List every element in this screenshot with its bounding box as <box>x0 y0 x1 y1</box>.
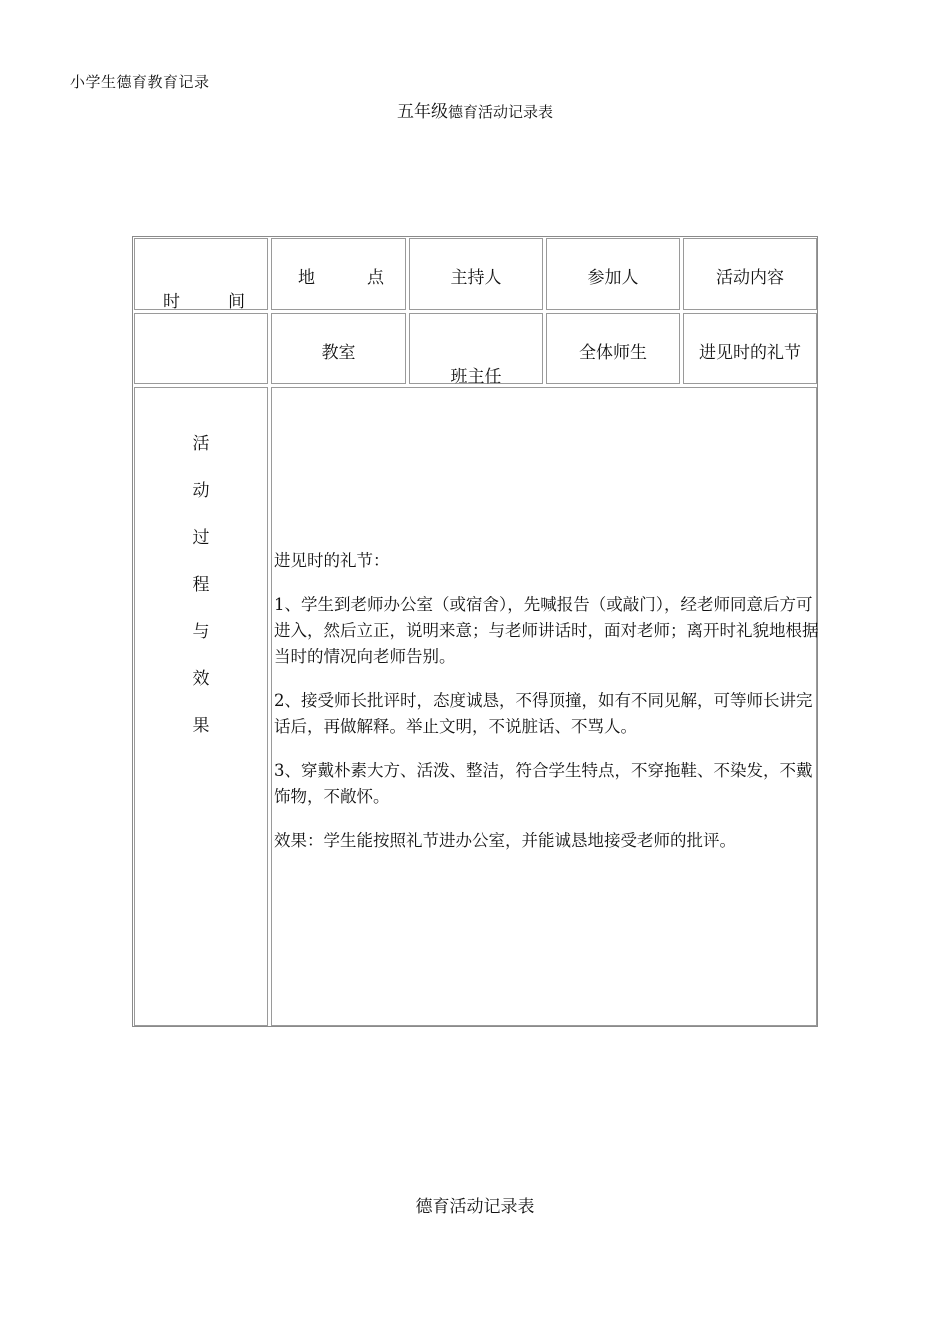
cell-place-value: 教室 <box>321 343 356 363</box>
header-place-char-2: 点 <box>367 268 384 288</box>
activity-record-table <box>132 236 818 1027</box>
header-place-char-1: 地 <box>298 268 315 288</box>
page-title <box>0 97 950 122</box>
cell-participants <box>546 313 680 384</box>
process-label-char: 过 <box>192 528 210 548</box>
title-grade: 五年级 <box>396 102 448 122</box>
cell-participants-value: 全体师生 <box>579 343 647 363</box>
header-content <box>683 238 817 310</box>
header-host <box>409 238 543 310</box>
process-paragraph-1: 1、学生到老师办公室（或宿舍），先喊报告（或敲门），经老师同意后方可进入，然后立正，说明来意；与老师讲话时，面对老师；离开时礼貌地根据当时的情况向老师告别。 <box>274 595 819 666</box>
cell-host <box>409 313 543 387</box>
title-form-name: 德育活动记录表 <box>447 103 553 121</box>
process-paragraph-2: 2、接受师长批评时，态度诚恳，不得顶撞，如有不同见解，可等师长讲完话后，再做解释。举止文明，不说脏话、不骂人。 <box>274 691 813 736</box>
process-label-char: 果 <box>192 716 210 736</box>
header-host-label: 主持人 <box>450 268 502 288</box>
header-time-char-1: 时 <box>163 292 180 312</box>
cell-host-value: 班主任 <box>450 367 502 387</box>
process-paragraph-intro: 进见时的礼节： <box>274 551 390 570</box>
header-participants-label: 参加人 <box>587 268 639 288</box>
process-label <box>135 434 267 763</box>
process-label-char: 活 <box>192 434 210 454</box>
process-label-char: 动 <box>192 481 210 501</box>
cell-place <box>271 313 406 384</box>
header-place <box>271 238 406 310</box>
process-paragraph-result: 效果：学生能按照礼节进办公室，并能诚恳地接受老师的批评。 <box>274 831 736 850</box>
document-label: 小学生德育教育记录 <box>70 73 210 91</box>
process-label-cell <box>134 387 268 1026</box>
header-content-label: 活动内容 <box>716 268 784 288</box>
process-label-char: 效 <box>192 669 210 689</box>
cell-content-value: 进见时的礼节 <box>699 343 801 363</box>
footer-title: 德育活动记录表 <box>415 1197 535 1217</box>
header-time-char-2: 间 <box>228 292 245 312</box>
process-content <box>274 548 819 872</box>
process-content-cell <box>271 387 817 1026</box>
process-paragraph-3: 3、穿戴朴素大方、活泼、整洁，符合学生特点，不穿拖鞋、不染发，不戴饰物，不敞怀。 <box>274 761 813 806</box>
header-participants <box>546 238 680 310</box>
header-time <box>134 238 268 310</box>
process-label-char: 程 <box>192 575 210 595</box>
cell-time <box>134 313 268 384</box>
process-label-char: 与 <box>192 622 210 642</box>
cell-content <box>683 313 817 384</box>
